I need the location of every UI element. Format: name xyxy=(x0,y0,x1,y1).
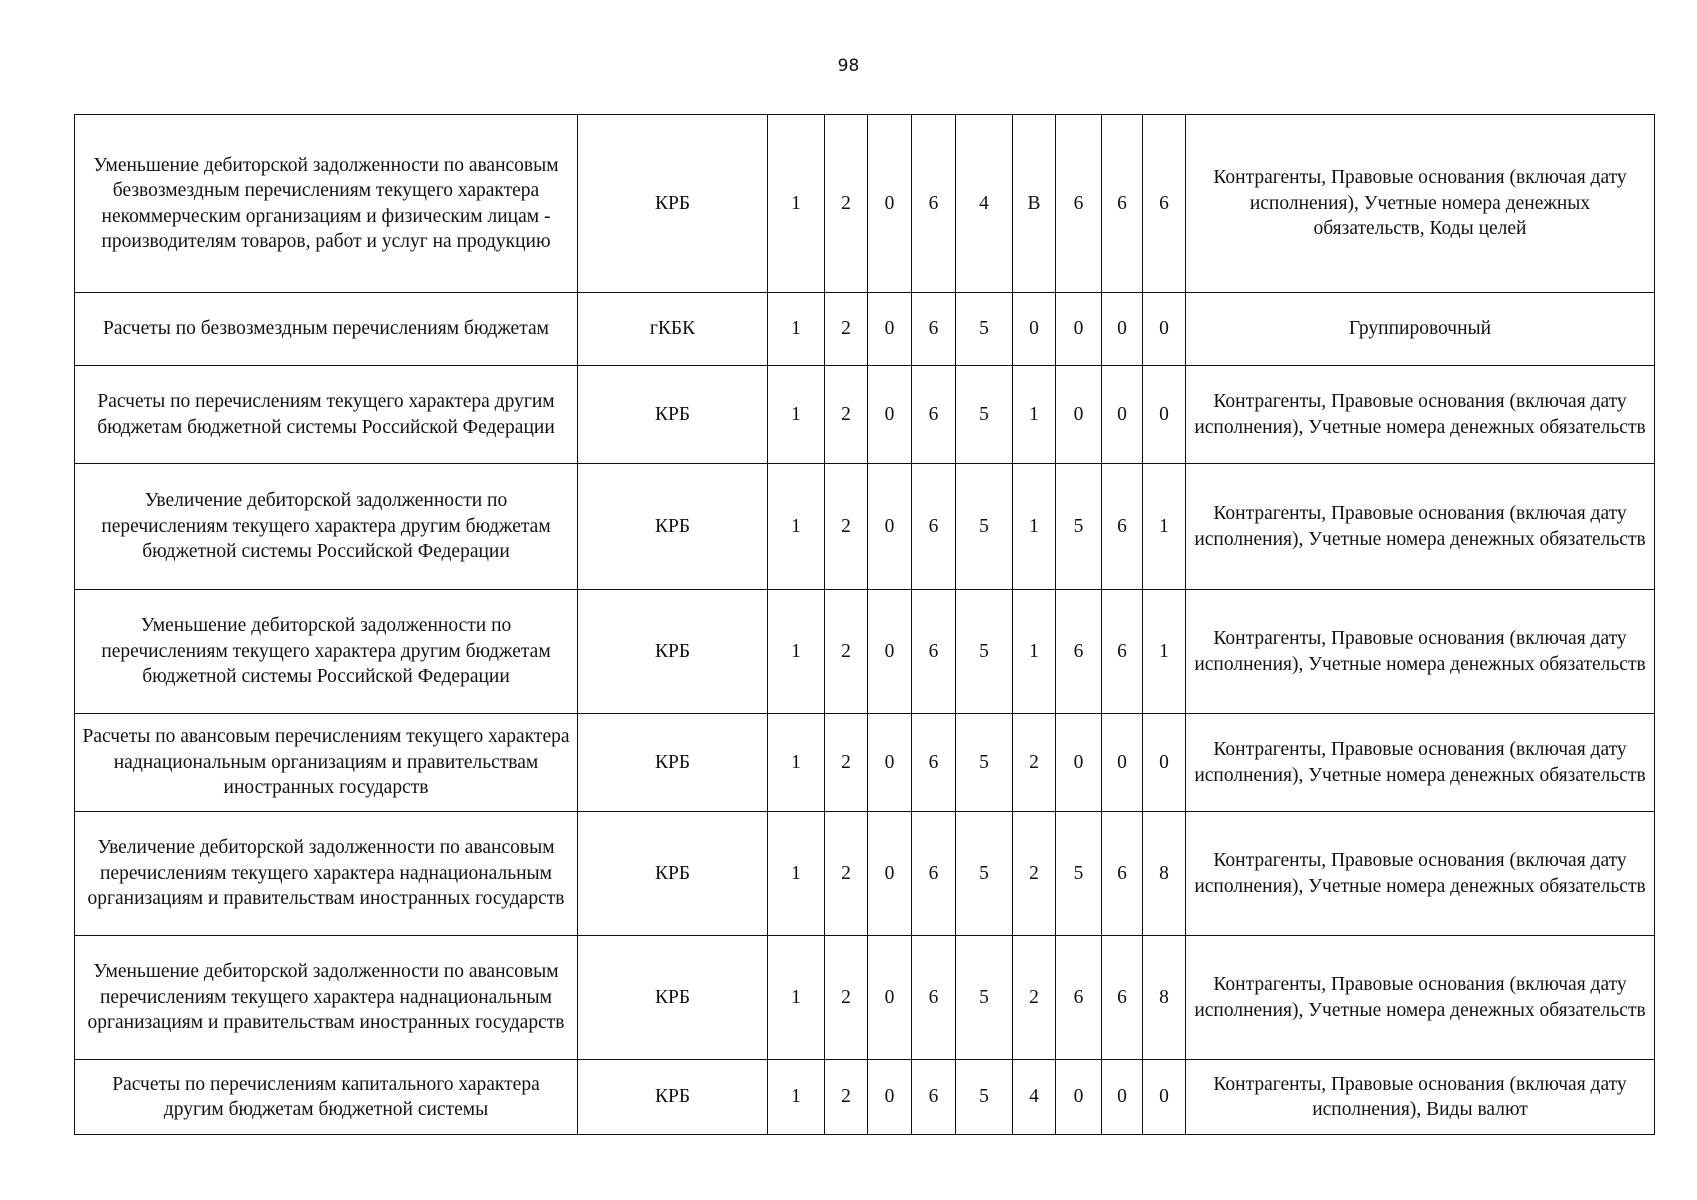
code-digit-cell: 2 xyxy=(825,936,868,1060)
code-digit-cell: 1 xyxy=(768,812,825,936)
analytics-cell: Контрагенты, Правовые основания (включая дату исполнения), Учетные номера денежных обязательств xyxy=(1186,714,1655,812)
analytics-cell: Контрагенты, Правовые основания (включая дату исполнения), Учетные номера денежных обязательств, Коды целей xyxy=(1186,115,1655,293)
code-digit-cell: 2 xyxy=(825,1060,868,1135)
code-digit-cell: 6 xyxy=(912,1060,956,1135)
code-digit-cell: 5 xyxy=(1056,464,1102,590)
code-digit-cell: 1 xyxy=(1013,464,1056,590)
code-digit-cell: 6 xyxy=(912,293,956,366)
code-digit-cell: 0 xyxy=(868,115,912,293)
code-digit-cell: 0 xyxy=(1143,714,1186,812)
account-name-cell: Уменьшение дебиторской задолженности по авансовым безвозмездным перечислениям текущего характера некоммерческим организациям и физическим лицам - производителям товаров, работ и услуг на продукцию xyxy=(75,115,578,293)
analytics-cell: Группировочный xyxy=(1186,293,1655,366)
code-digit-cell: 0 xyxy=(1143,293,1186,366)
code-digit-cell: 6 xyxy=(1102,464,1143,590)
code-digit-cell: 1 xyxy=(768,714,825,812)
account-name-cell: Расчеты по авансовым перечислениям текущего характера наднациональным организациям и правительствам иностранных государств xyxy=(75,714,578,812)
code-digit-cell: 0 xyxy=(1143,1060,1186,1135)
code-digit-cell: 5 xyxy=(956,590,1013,714)
code-digit-cell: 6 xyxy=(1143,115,1186,293)
code-digit-cell: 0 xyxy=(1013,293,1056,366)
account-type-cell: КРБ xyxy=(578,115,768,293)
page-number: 98 xyxy=(837,56,860,76)
code-digit-cell: 6 xyxy=(912,714,956,812)
code-digit-cell: 5 xyxy=(956,1060,1013,1135)
code-digit-cell: 6 xyxy=(912,936,956,1060)
code-digit-cell: 6 xyxy=(912,366,956,464)
code-digit-cell: 2 xyxy=(1013,812,1056,936)
code-digit-cell: 0 xyxy=(868,714,912,812)
code-digit-cell: 0 xyxy=(1102,714,1143,812)
code-digit-cell: 5 xyxy=(956,366,1013,464)
analytics-cell: Контрагенты, Правовые основания (включая дату исполнения), Учетные номера денежных обязательств xyxy=(1186,812,1655,936)
account-type-cell: КРБ xyxy=(578,366,768,464)
account-name-cell: Уменьшение дебиторской задолженности по авансовым перечислениям текущего характера наднациональным организациям и правительствам иностранных государств xyxy=(75,936,578,1060)
code-digit-cell: 1 xyxy=(768,936,825,1060)
table-row xyxy=(75,590,1655,714)
table-row xyxy=(75,115,1655,293)
code-digit-cell: 2 xyxy=(1013,714,1056,812)
code-digit-cell: 0 xyxy=(1056,1060,1102,1135)
accounts-table xyxy=(74,114,1655,1135)
code-digit-cell: 6 xyxy=(1102,812,1143,936)
code-digit-cell: 0 xyxy=(1056,714,1102,812)
analytics-cell: Контрагенты, Правовые основания (включая дату исполнения), Учетные номера денежных обязательств xyxy=(1186,936,1655,1060)
code-digit-cell: 0 xyxy=(868,590,912,714)
code-digit-cell: 6 xyxy=(1056,936,1102,1060)
code-digit-cell: 1 xyxy=(768,590,825,714)
account-name-cell: Увеличение дебиторской задолженности по авансовым перечислениям текущего характера наднациональным организациям и правительствам иностранных государств xyxy=(75,812,578,936)
code-digit-cell: 4 xyxy=(956,115,1013,293)
table-row xyxy=(75,812,1655,936)
code-digit-cell: 2 xyxy=(825,115,868,293)
table-row xyxy=(75,293,1655,366)
code-digit-cell: 5 xyxy=(956,293,1013,366)
code-digit-cell: 1 xyxy=(1143,464,1186,590)
analytics-cell: Контрагенты, Правовые основания (включая дату исполнения), Учетные номера денежных обязательств xyxy=(1186,464,1655,590)
code-digit-cell: 6 xyxy=(912,115,956,293)
table-row xyxy=(75,714,1655,812)
code-digit-cell: 5 xyxy=(956,812,1013,936)
code-digit-cell: 6 xyxy=(912,464,956,590)
code-digit-cell: 2 xyxy=(825,590,868,714)
code-digit-cell: 0 xyxy=(868,366,912,464)
code-digit-cell: 6 xyxy=(1102,115,1143,293)
analytics-cell: Контрагенты, Правовые основания (включая дату исполнения), Учетные номера денежных обязательств xyxy=(1186,590,1655,714)
code-digit-cell: 0 xyxy=(868,464,912,590)
code-digit-cell: 0 xyxy=(1102,1060,1143,1135)
code-digit-cell: 2 xyxy=(1013,936,1056,1060)
code-digit-cell: 1 xyxy=(1013,590,1056,714)
code-digit-cell: 1 xyxy=(1143,590,1186,714)
code-digit-cell: 0 xyxy=(1056,366,1102,464)
table-row xyxy=(75,1060,1655,1135)
code-digit-cell: 6 xyxy=(1056,590,1102,714)
code-digit-cell: 0 xyxy=(868,1060,912,1135)
table-row xyxy=(75,464,1655,590)
code-digit-cell: 4 xyxy=(1013,1060,1056,1135)
code-digit-cell: 5 xyxy=(956,936,1013,1060)
code-digit-cell: 2 xyxy=(825,366,868,464)
table-row xyxy=(75,936,1655,1060)
analytics-cell: Контрагенты, Правовые основания (включая дату исполнения), Виды валют xyxy=(1186,1060,1655,1135)
code-digit-cell: В xyxy=(1013,115,1056,293)
code-digit-cell: 0 xyxy=(868,936,912,1060)
code-digit-cell: 6 xyxy=(1102,936,1143,1060)
account-type-cell: КРБ xyxy=(578,464,768,590)
account-name-cell: Уменьшение дебиторской задолженности по перечислениям текущего характера другим бюджетам бюджетной системы Российской Федерации xyxy=(75,590,578,714)
code-digit-cell: 1 xyxy=(768,293,825,366)
code-digit-cell: 0 xyxy=(868,293,912,366)
code-digit-cell: 1 xyxy=(1013,366,1056,464)
code-digit-cell: 5 xyxy=(956,464,1013,590)
code-digit-cell: 6 xyxy=(1102,590,1143,714)
account-type-cell: КРБ xyxy=(578,1060,768,1135)
code-digit-cell: 1 xyxy=(768,366,825,464)
code-digit-cell: 0 xyxy=(1143,366,1186,464)
account-type-cell: КРБ xyxy=(578,936,768,1060)
account-type-cell: КРБ xyxy=(578,714,768,812)
code-digit-cell: 2 xyxy=(825,293,868,366)
code-digit-cell: 0 xyxy=(1102,366,1143,464)
code-digit-cell: 2 xyxy=(825,812,868,936)
account-name-cell: Расчеты по безвозмездным перечислениям бюджетам xyxy=(75,293,578,366)
code-digit-cell: 0 xyxy=(868,812,912,936)
code-digit-cell: 5 xyxy=(956,714,1013,812)
table-row xyxy=(75,366,1655,464)
account-name-cell: Расчеты по перечислениям капитального характера другим бюджетам бюджетной системы xyxy=(75,1060,578,1135)
code-digit-cell: 1 xyxy=(768,115,825,293)
account-name-cell: Расчеты по перечислениям текущего характера другим бюджетам бюджетной системы Российской Федерации xyxy=(75,366,578,464)
code-digit-cell: 1 xyxy=(768,464,825,590)
code-digit-cell: 2 xyxy=(825,714,868,812)
account-type-cell: КРБ xyxy=(578,590,768,714)
account-type-cell: КРБ xyxy=(578,812,768,936)
code-digit-cell: 1 xyxy=(768,1060,825,1135)
code-digit-cell: 0 xyxy=(1102,293,1143,366)
code-digit-cell: 6 xyxy=(912,812,956,936)
code-digit-cell: 2 xyxy=(825,464,868,590)
code-digit-cell: 8 xyxy=(1143,936,1186,1060)
code-digit-cell: 8 xyxy=(1143,812,1186,936)
account-name-cell: Увеличение дебиторской задолженности по перечислениям текущего характера другим бюджетам бюджетной системы Российской Федерации xyxy=(75,464,578,590)
code-digit-cell: 6 xyxy=(1056,115,1102,293)
code-digit-cell: 5 xyxy=(1056,812,1102,936)
code-digit-cell: 6 xyxy=(912,590,956,714)
code-digit-cell: 0 xyxy=(1056,293,1102,366)
account-type-cell: гКБК xyxy=(578,293,768,366)
analytics-cell: Контрагенты, Правовые основания (включая дату исполнения), Учетные номера денежных обязательств xyxy=(1186,366,1655,464)
